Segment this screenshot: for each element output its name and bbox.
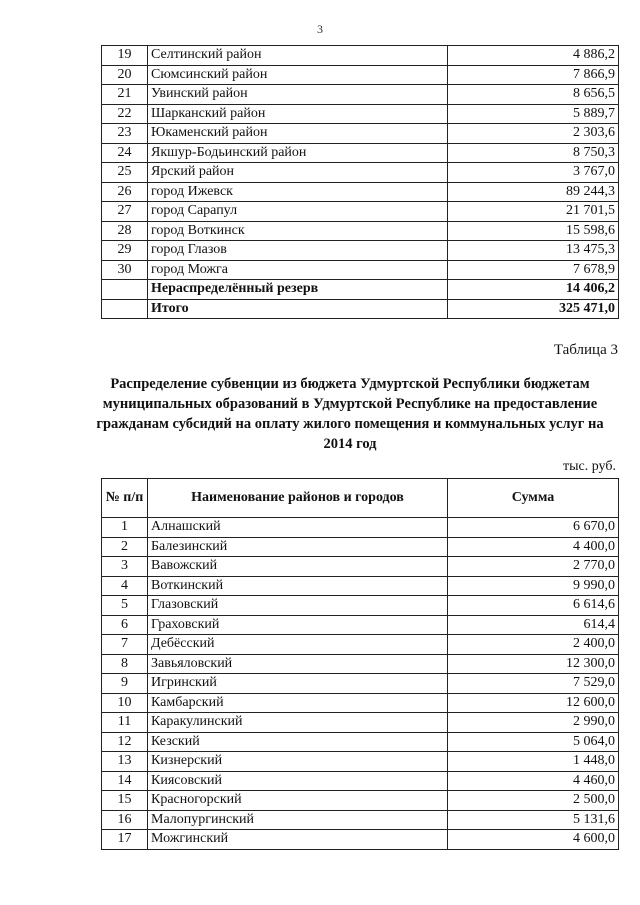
- row-value: 8 656,5: [448, 85, 619, 105]
- row-name: Алнашский: [148, 518, 448, 538]
- row-name: Юкаменский район: [148, 124, 448, 144]
- row-value: 2 303,6: [448, 124, 619, 144]
- row-value: 2 400,0: [448, 635, 619, 655]
- row-name: Сюмсинский район: [148, 65, 448, 85]
- reserve-value: 14 406,2: [448, 280, 619, 300]
- row-name: Воткинский: [148, 576, 448, 596]
- row-number: 24: [102, 143, 148, 163]
- table-row: [102, 732, 619, 752]
- row-value: 15 598,6: [448, 221, 619, 241]
- row-number: 23: [102, 124, 148, 144]
- table-row: [102, 104, 619, 124]
- table-row: [102, 654, 619, 674]
- row-number: 21: [102, 85, 148, 105]
- row-value: 614,4: [448, 615, 619, 635]
- row-value: 8 750,3: [448, 143, 619, 163]
- table-row: [102, 635, 619, 655]
- table-row: [102, 557, 619, 577]
- row-name: Селтинский район: [148, 46, 448, 66]
- row-value: 7 529,0: [448, 674, 619, 694]
- table-row: [102, 241, 619, 261]
- row-number: 19: [102, 46, 148, 66]
- row-value: 12 300,0: [448, 654, 619, 674]
- row-value: 2 500,0: [448, 791, 619, 811]
- row-number: 7: [102, 635, 148, 655]
- table-row: [102, 202, 619, 222]
- row-name: Малопургинский: [148, 810, 448, 830]
- row-value: 1 448,0: [448, 752, 619, 772]
- table-row: [102, 163, 619, 183]
- row-name: Шарканский район: [148, 104, 448, 124]
- table-row: [102, 713, 619, 733]
- row-number: 4: [102, 576, 148, 596]
- row-name: Ярский район: [148, 163, 448, 183]
- table-row: [102, 810, 619, 830]
- row-number: 15: [102, 791, 148, 811]
- table-row: [102, 221, 619, 241]
- table-row: [102, 518, 619, 538]
- row-name: Дебёсский: [148, 635, 448, 655]
- header-num: № п/п: [102, 479, 148, 518]
- row-number: 16: [102, 810, 148, 830]
- row-number: 22: [102, 104, 148, 124]
- row-number: 26: [102, 182, 148, 202]
- row-value: 7 866,9: [448, 65, 619, 85]
- row-value: 6 614,6: [448, 596, 619, 616]
- table-row: [102, 124, 619, 144]
- row-name: Балезинский: [148, 537, 448, 557]
- row-number: 12: [102, 732, 148, 752]
- row-name: Якшур-Бодьинский район: [148, 143, 448, 163]
- table-row: [102, 830, 619, 850]
- table-row: [102, 65, 619, 85]
- row-value: 13 475,3: [448, 241, 619, 261]
- row-name: Красногорский: [148, 791, 448, 811]
- row-name: Киясовский: [148, 771, 448, 791]
- bottom-table: [101, 478, 619, 850]
- row-number: 9: [102, 674, 148, 694]
- row-name: Игринский: [148, 674, 448, 694]
- reserve-row: [102, 280, 619, 300]
- row-name: Граховский: [148, 615, 448, 635]
- table-row: [102, 752, 619, 772]
- row-value: 6 670,0: [448, 518, 619, 538]
- row-name: Вавожский: [148, 557, 448, 577]
- row-number: 1: [102, 518, 148, 538]
- row-number: 6: [102, 615, 148, 635]
- row-name: Можгинский: [148, 830, 448, 850]
- table-row: [102, 576, 619, 596]
- row-number: 30: [102, 260, 148, 280]
- row-value: 5 889,7: [448, 104, 619, 124]
- table-row: [102, 771, 619, 791]
- table-row: [102, 596, 619, 616]
- table-heading: Распределение субвенции из бюджета Удмуртской Республики бюджетам муниципальных образований в Удмуртской Республике на предоставление гражданам субсидий на оплату жилого помещения и коммунальных услуг на 2014 год: [96, 376, 604, 452]
- row-number: 14: [102, 771, 148, 791]
- total-row: [102, 299, 619, 319]
- row-number: 2: [102, 537, 148, 557]
- row-number: 17: [102, 830, 148, 850]
- row-value: 5 131,6: [448, 810, 619, 830]
- row-name: Кизнерский: [148, 752, 448, 772]
- table-row: [102, 674, 619, 694]
- header-value: Сумма: [448, 479, 619, 518]
- row-value: 5 064,0: [448, 732, 619, 752]
- table-row: [102, 182, 619, 202]
- reserve-label: Нераспределённый резерв: [148, 280, 448, 300]
- row-value: 4 886,2: [448, 46, 619, 66]
- row-value: 7 678,9: [448, 260, 619, 280]
- page-number: 3: [317, 22, 323, 36]
- table-row: [102, 85, 619, 105]
- row-name: город Можга: [148, 260, 448, 280]
- table-label: Таблица 3: [553, 342, 618, 358]
- row-name: Кезский: [148, 732, 448, 752]
- row-number: 29: [102, 241, 148, 261]
- row-name: город Глазов: [148, 241, 448, 261]
- row-number: 25: [102, 163, 148, 183]
- table-row: [102, 143, 619, 163]
- row-value: 12 600,0: [448, 693, 619, 713]
- row-number: 3: [102, 557, 148, 577]
- row-name: Увинский район: [148, 85, 448, 105]
- table-row: [102, 791, 619, 811]
- total-label: Итого: [148, 299, 448, 319]
- row-name: город Ижевск: [148, 182, 448, 202]
- row-number: 27: [102, 202, 148, 222]
- row-value: 21 701,5: [448, 202, 619, 222]
- row-number: 10: [102, 693, 148, 713]
- row-name: Каракулинский: [148, 713, 448, 733]
- row-name: Завьяловский: [148, 654, 448, 674]
- row-number: 8: [102, 654, 148, 674]
- row-value: 9 990,0: [448, 576, 619, 596]
- table-row: [102, 693, 619, 713]
- row-name: город Воткинск: [148, 221, 448, 241]
- row-number: 13: [102, 752, 148, 772]
- table-row: [102, 46, 619, 66]
- row-value: 4 400,0: [448, 537, 619, 557]
- table-row: [102, 260, 619, 280]
- header-row: [102, 479, 619, 518]
- header-name: Наименование районов и городов: [148, 479, 448, 518]
- bottom-table-head: [102, 479, 619, 518]
- row-value: 4 460,0: [448, 771, 619, 791]
- row-number: 28: [102, 221, 148, 241]
- row-number: 5: [102, 596, 148, 616]
- row-name: город Сарапул: [148, 202, 448, 222]
- row-value: 3 767,0: [448, 163, 619, 183]
- row-value: 2 770,0: [448, 557, 619, 577]
- table-row: [102, 615, 619, 635]
- row-number: 11: [102, 713, 148, 733]
- row-value: 89 244,3: [448, 182, 619, 202]
- total-num: [102, 299, 148, 319]
- table-row: [102, 537, 619, 557]
- bottom-table-body: [102, 518, 619, 850]
- row-number: 20: [102, 65, 148, 85]
- row-name: Камбарский: [148, 693, 448, 713]
- top-table-body: [102, 46, 619, 319]
- total-value: 325 471,0: [448, 299, 619, 319]
- reserve-num: [102, 280, 148, 300]
- row-value: 2 990,0: [448, 713, 619, 733]
- units-label: тыс. руб.: [563, 459, 616, 474]
- row-name: Глазовский: [148, 596, 448, 616]
- row-value: 4 600,0: [448, 830, 619, 850]
- top-table: [101, 45, 619, 319]
